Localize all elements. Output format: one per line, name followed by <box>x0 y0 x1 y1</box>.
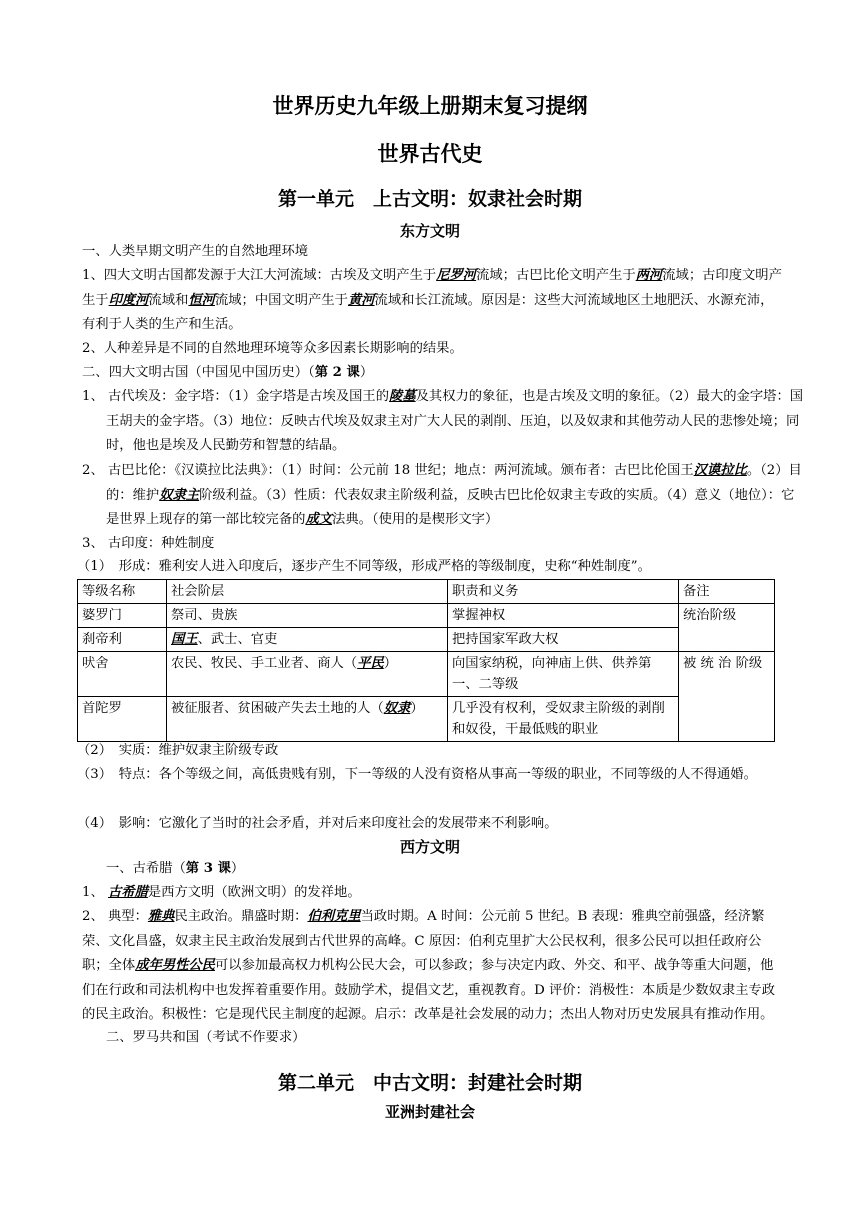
table-cell-note: 被 统 治 阶级 <box>679 652 775 742</box>
table-cell: 几乎没有权利，受奴隶主阶级的剥削和奴役，干最低贱的职业 <box>448 697 679 742</box>
table-header: 等级名称 <box>78 580 167 604</box>
keyword: 国王 <box>171 632 198 647</box>
caste-table <box>77 579 775 742</box>
part-title: 世界古代史 <box>377 142 483 166</box>
table-row <box>78 628 775 652</box>
lesson-ref: 第 2 课 <box>314 365 360 380</box>
keyword: 汉谟拉比 <box>693 463 747 478</box>
keyword: 古希腊 <box>107 885 148 900</box>
table-cell: 被征服者、贫困破产失去土地的人（奴隶） <box>167 697 448 742</box>
keyword: 平民 <box>357 656 384 671</box>
east-civilization-title: 东方文明 <box>399 222 460 240</box>
table-header: 备注 <box>679 580 775 604</box>
keyword: 伯利克里 <box>307 909 361 924</box>
table-row <box>78 697 775 742</box>
table-cell: 吠舍 <box>78 652 167 697</box>
table-cell-note: 统治阶级 <box>679 604 775 652</box>
keyword: 陵墓 <box>389 389 416 404</box>
paragraph-race: 2、人种差异是不同的自然地理环境等众多因素长期影响的结果。 <box>82 341 463 356</box>
keyword: 尼罗河 <box>436 268 477 283</box>
table-header-row <box>78 580 775 604</box>
document-title: 世界历史九年级上册期末复习提纲 <box>272 94 588 118</box>
keyword: 雅典 <box>147 909 175 924</box>
section-geography: 一、人类早期文明产生的自然地理环境 <box>82 244 309 259</box>
table-cell: 国王、武士、官吏 <box>167 628 448 652</box>
table-cell: 祭司、贵族 <box>167 604 448 628</box>
paragraph-india-essence: （2） 实质：维护奴隶主阶级专政 <box>77 743 279 758</box>
table-cell: 把持国家军政大权 <box>448 628 679 652</box>
table-row <box>78 652 775 697</box>
table-cell: 向国家纳税，向神庙上供、供养第一、二等级 <box>448 652 679 697</box>
west-civilization-title: 西方文明 <box>399 838 460 856</box>
section-four-civilizations: 二、四大文明古国（中国见中国历史）（第 2 课） <box>82 365 374 380</box>
table-row <box>78 604 775 628</box>
paragraph-india: 3、 古印度：种姓制度 <box>82 536 215 551</box>
keyword: 奴隶主 <box>159 487 200 503</box>
table-header: 职责和义务 <box>448 580 679 604</box>
table-header: 社会阶层 <box>167 580 448 604</box>
keyword: 成年男性公民 <box>135 958 215 973</box>
keyword: 恒河 <box>188 292 215 308</box>
lesson-ref: 第 3 课 <box>185 861 231 876</box>
paragraph-athens-democracy: 2、 典型：雅典民主政治。鼎盛时期：伯利克里当政时期。A 时间：公元前 5 世纪。B 表现：雅典空前强盛，经济繁荣、文化昌盛，奴隶主民主政治发展到古代世界的高峰。C 原因：伯利克里扩大公民权利，很多公民可以担任政府公职；全体成年男性公民可以参加最高权力机构公民大会，可以参政；参与决定内政、外交、和平、战争等重大问题，他们在行政和司法机构中也发挥着重要作用。鼓励学术，提倡文艺，重视教育。D 评价：消极性：本质是少数奴隶主专政的民主政治。积极性：它是现代民主制度的起源。启示：改革是社会发展的动力；杰出人物对历史发展具有推动作用。 <box>82 909 776 1022</box>
paragraph-egypt: 1、 古代埃及：金字塔：（1）金字塔是古埃及国王的陵墓及其权力的象征，也是古埃及文明的象征。（2）最大的金字塔：国王胡夫的金字塔。（3）地位：反映古代埃及奴隶主对广大人民的剥削、压迫，以及奴隶和其他劳动人民的悲惨处境；同时，他也是埃及人民勤劳和智慧的结晶。 <box>82 389 804 453</box>
table-cell: 刹帝利 <box>78 628 167 652</box>
paragraph-india-impact: （4） 影响：它激化了当时的社会矛盾，并对后来印度社会的发展带来不利影响。 <box>77 816 558 831</box>
section-rome: 二、罗马共和国（考试不作要求） <box>106 1030 306 1045</box>
keyword: 成文 <box>305 512 333 527</box>
asia-feudal-title: 亚洲封建社会 <box>384 1103 475 1121</box>
paragraph-india-formation: （1） 形成：雅利安人进入印度后，逐步产生不同等级，形成严格的等级制度，史称“种姓制度”。 <box>77 559 651 574</box>
table-cell: 掌握神权 <box>448 604 679 628</box>
keyword: 奴隶 <box>383 701 411 716</box>
paragraph-india-features: （3） 特点：各个等级之间，高低贵贱有别，下一等级的人没有资格从事高一等级的职业，不同等级的人不得通婚。 <box>77 767 757 782</box>
table-cell: 首陀罗 <box>78 697 167 742</box>
paragraph-greece-origin: 1、 古希腊是西方文明（欧洲文明）的发祥地。 <box>82 885 361 900</box>
unit1-title: 第一单元 上古文明：奴隶社会时期 <box>277 188 582 210</box>
table-cell: 婆罗门 <box>78 604 167 628</box>
paragraph-river-civilizations: 1、四大文明古国都发源于大江大河流域：古埃及文明产生于尼罗河流域；古巴比伦文明产生于两河流域；古印度文明产生于印度河流域和恒河流域；中国文明产生于黄河流域和长江流域。原因是：这些大河流域地区土地肥沃、水源充沛，有利于人类的生产和生活。 <box>82 268 782 332</box>
keyword: 印度河 <box>108 292 149 308</box>
keyword: 两河 <box>635 268 663 283</box>
table-cell: 农民、牧民、手工业者、商人（平民） <box>167 652 448 697</box>
unit2-title: 第二单元 中古文明：封建社会时期 <box>277 1072 582 1094</box>
keyword: 黄河 <box>347 292 375 308</box>
paragraph-babylon: 2、 古巴比伦：《汉谟拉比法典》：（1）时间：公元前 18 世纪；地点：两河流域。颁布者：古巴比伦国王汉谟拉比。（2）目的：维护奴隶主阶级利益。（3）性质：代表奴隶主阶级利益，反映古巴比伦奴隶主专政的实质。（4）意义（地位）：它是世界上现存的第一部比较完备的成文法典。（使用的是楔形文字） <box>82 463 802 527</box>
section-greece: 一、古希腊（第 3 课） <box>106 861 245 876</box>
